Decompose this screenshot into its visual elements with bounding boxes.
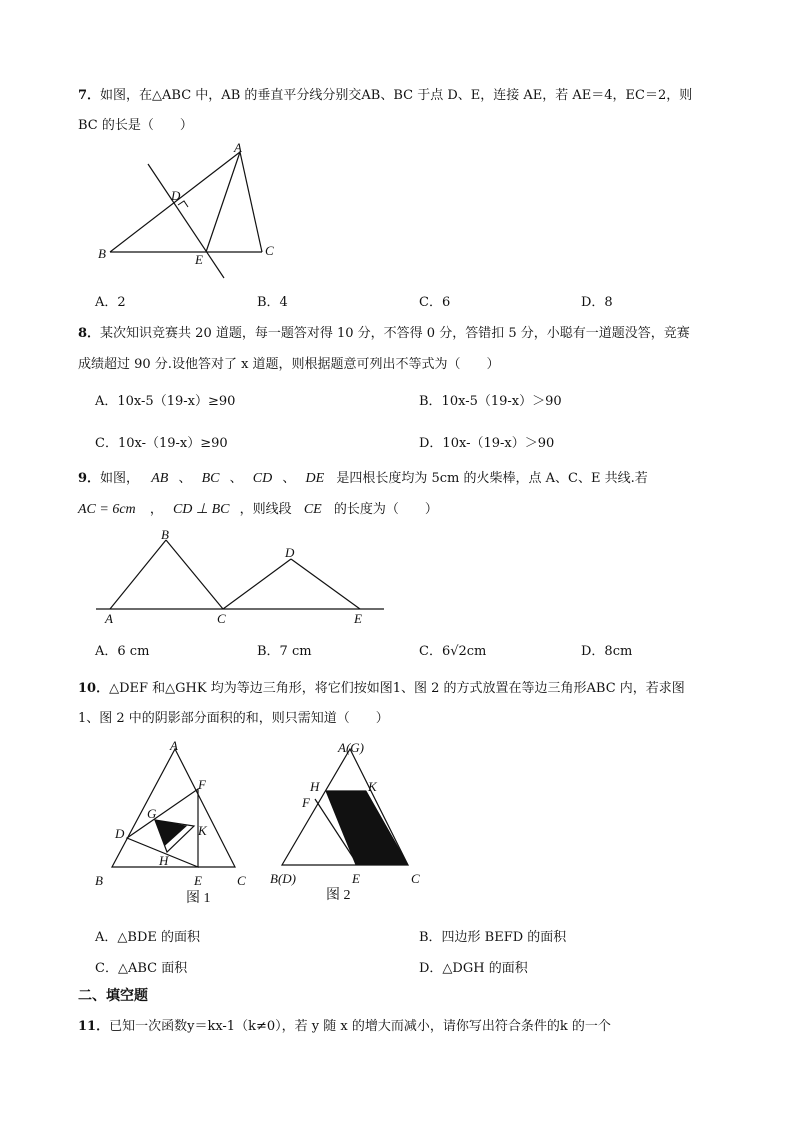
q8-line2: 成绩超过 90 分.设他答对了 x 道题，则根据题意可列出不等式为（ ） — [78, 357, 500, 372]
q9-option-a: A．6 cm — [95, 644, 150, 659]
q9-intro: 如图， — [100, 471, 140, 486]
q9-stick-de — [291, 559, 360, 609]
fig2-label-k: K — [368, 779, 377, 794]
q7-figure — [90, 140, 290, 285]
fig2-label-f: F — [302, 795, 310, 810]
q9-figure — [92, 527, 387, 627]
q7-label-c: C — [265, 243, 274, 258]
q9-stick-ab — [110, 540, 166, 609]
fig1-label-a: A — [170, 738, 178, 753]
q10-option-a: A．△BDE 的面积 — [95, 930, 200, 945]
q10-line1 — [78, 677, 685, 696]
fig2-label-h: H — [310, 779, 320, 794]
q9-sep-2: 、 — [229, 471, 243, 486]
q9-stick-cd — [223, 559, 291, 609]
q7-label-b: B — [98, 246, 106, 261]
fig1-label-b: B — [95, 873, 103, 888]
q7-number: 7． — [78, 88, 101, 103]
q10-line2: 1、图 2 中的阴影部分面积的和，则只需知道（ ） — [78, 711, 389, 726]
q9-seg-de: DE — [305, 471, 325, 486]
fig1-label-h: H — [159, 853, 169, 868]
q10-option-d: D．△DGH 的面积 — [419, 961, 528, 976]
q9-label-d: D — [285, 545, 295, 560]
q9-sep-1: 、 — [178, 471, 192, 486]
q9-label-b: B — [161, 527, 169, 542]
q9-seg-cd: CD — [252, 471, 273, 486]
q9-stick-bc — [166, 540, 223, 609]
section-fill-in-title: 二、填空题 — [78, 988, 148, 1004]
q7-option-b: B．4 — [257, 295, 288, 310]
fig1-label-f: F — [198, 777, 206, 792]
q7-label-e: E — [195, 252, 203, 267]
q11-text: 已知一次函数y＝kx-1（k≠0），若 y 随 x 的增大而减小，请你写出符合条件的k 的一个 — [109, 1019, 611, 1034]
fig2-shaded-region — [326, 791, 408, 865]
q7-label-d: D — [171, 188, 181, 203]
q11-number: 11． — [78, 1019, 110, 1034]
q8-number: 8． — [78, 326, 101, 341]
fig1-label-g: G — [147, 806, 157, 821]
q7-side-ac — [240, 152, 262, 252]
q9-condition-perp: CD ⊥ BC — [172, 502, 230, 517]
q10-option-c: C．△ABC 面积 — [95, 961, 188, 976]
q8-line1 — [78, 322, 690, 341]
q9-text-3: 的长度为（ ） — [333, 502, 438, 517]
q9-label-c: C — [217, 611, 226, 626]
q7-option-c: C．6 — [419, 295, 451, 310]
fig1-label-k: K — [198, 823, 207, 838]
q9-option-c: C．6√2cm — [419, 644, 487, 659]
q10-number: 10． — [78, 681, 110, 696]
fig1-label-c: C — [237, 873, 246, 888]
q8-text-1: 某次知识竞赛共 20 道题，每一题答对得 10 分，不答得 0 分，答错扣 5 分，小聪有一道题没答，竞赛 — [100, 326, 690, 341]
fig1-label-d: D — [115, 826, 125, 841]
q7-perpendicular-bisector — [148, 164, 224, 278]
fig2-caption: 图 2 — [326, 888, 351, 903]
q9-label-a: A — [105, 611, 113, 626]
q9-sep-3: 、 — [282, 471, 296, 486]
q9-seg-bc: BC — [201, 471, 220, 486]
q9-line1 — [78, 467, 648, 487]
q10-text-1: △DEF 和△GHK 均为等边三角形，将它们按如图1、图 2 的方式放置在等边三角形ABC 内，若求图 — [109, 681, 685, 696]
q8-option-c: C．10x-（19-x）≥90 — [95, 436, 228, 451]
q7-option-a: A．2 — [95, 295, 126, 310]
q8-option-b: B．10x-5（19-x）＞90 — [419, 394, 562, 409]
q11-line1 — [78, 1015, 611, 1034]
q7-text-1: 如图，在△ABC 中，AB 的垂直平分线分别交AB、BC 于点 D、E，连接 AE，若 AE＝4，EC＝2，则 — [100, 88, 693, 103]
fig2-label-b: B(D) — [270, 871, 296, 886]
q9-condition-ac: AC = 6cm — [78, 502, 136, 517]
q10-figure-1 — [90, 737, 255, 909]
q9-seg-ab: AB — [151, 471, 169, 486]
q8-option-a: A．10x-5（19-x）≥90 — [95, 394, 236, 409]
q9-seg-ce: CE — [303, 502, 322, 517]
q10-option-b: B．四边形 BEFD 的面积 — [419, 930, 567, 945]
q7-option-d: D．8 — [581, 295, 613, 310]
q9-comma: ， — [149, 502, 163, 517]
q7-line1 — [78, 84, 692, 103]
q9-option-d: D．8cm — [581, 644, 633, 659]
q9-text-2: ，则线段 — [239, 502, 292, 517]
fig1-label-e: E — [194, 873, 202, 888]
q9-text-1: 是四根长度均为 5cm 的火柴棒，点 A、C、E 共线.若 — [336, 471, 648, 486]
fig1-triangle-abc — [112, 749, 235, 867]
q7-segment-ae — [206, 152, 240, 252]
q9-line2 — [78, 498, 438, 518]
q10-figure-2 — [268, 737, 433, 909]
q8-option-d: D．10x-（19-x）＞90 — [419, 436, 555, 451]
q9-number: 9． — [78, 471, 101, 486]
fig1-caption: 图 1 — [186, 891, 211, 906]
q9-label-e: E — [354, 611, 362, 626]
fig2-label-e: E — [352, 871, 360, 886]
q9-option-b: B．7 cm — [257, 644, 312, 659]
fig2-label-c: C — [411, 871, 420, 886]
q7-label-a: A — [234, 140, 242, 155]
q7-line2: BC 的长是（ ） — [78, 118, 193, 133]
fig2-label-a: A(G) — [338, 740, 364, 755]
